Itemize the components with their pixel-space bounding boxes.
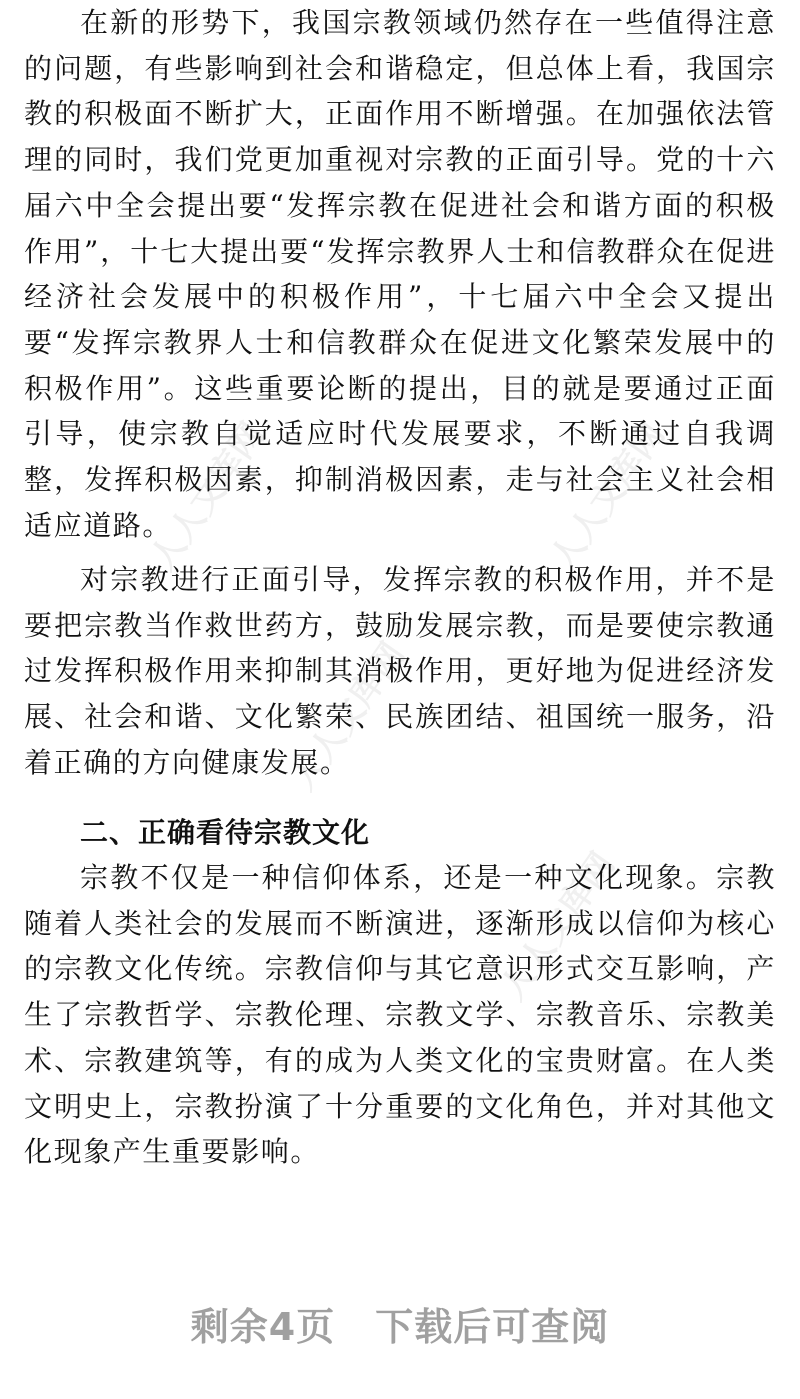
watermark: 人人文库网: [542, 415, 674, 578]
download-prompt[interactable]: [0, 1296, 800, 1351]
watermark: 人人文库网: [142, 415, 274, 578]
paragraph-3: 宗教不仅是一种信仰体系，还是一种文化现象。宗教随着人类社会的发展而不断演进，逐渐形成以信仰为核心的宗教文化传统。宗教信仰与其它意识形式交互影响，产生了宗教哲学、宗教伦理、宗教文学、宗教音乐、宗教美术、宗教建筑等，有的成为人类文化的宝贵财富。在人类文明史上，宗教扮演了十分重要的文化角色，并对其他文化现象产生重要影响。: [24, 861, 776, 1169]
paragraph-2: 对宗教进行正面引导，发挥宗教的积极作用，并不是要把宗教当作救世药方，鼓励发展宗教，而是要使宗教通过发挥积极作用来抑制其消极作用，更好地为促进经济发展、社会和谐、文化繁荣、民族团结、祖国统一服务，沿着正确的方向健康发展。: [24, 563, 776, 779]
watermark: 人人文库网: [282, 635, 414, 798]
remaining-pages-text: 剩余4页: [190, 1305, 336, 1349]
download-to-view-text: 下载后可查阅: [375, 1305, 610, 1349]
watermark: 人人文库网: [492, 845, 624, 1008]
section-heading: 二、正确看待宗教文化: [80, 816, 371, 849]
paragraph-1: 在新的形势下，我国宗教领域仍然存在一些值得注意的问题，有些影响到社会和谐稳定，但总体上看，我国宗教的积极面不断扩大，正面作用不断增强。在加强依法管理的同时，我们党更加重视对宗教的正面引导。党的十六届六中全会提出要“发挥宗教在促进社会和谐方面的积极作用”，十七大提出要“发挥宗教界人士和信教群众在促进经济社会发展中的积极作用”，十七届六中全会又提出要“发挥宗教界人士和信教群众在促进文化繁荣发展中的积极作用”。这些重要论断的提出，目的就是要通过正面引导，使宗教自觉适应时代发展要求，不断通过自我调整，发挥积极因素，抑制消极因素，走与社会主义社会相适应道路。: [24, 6, 776, 542]
